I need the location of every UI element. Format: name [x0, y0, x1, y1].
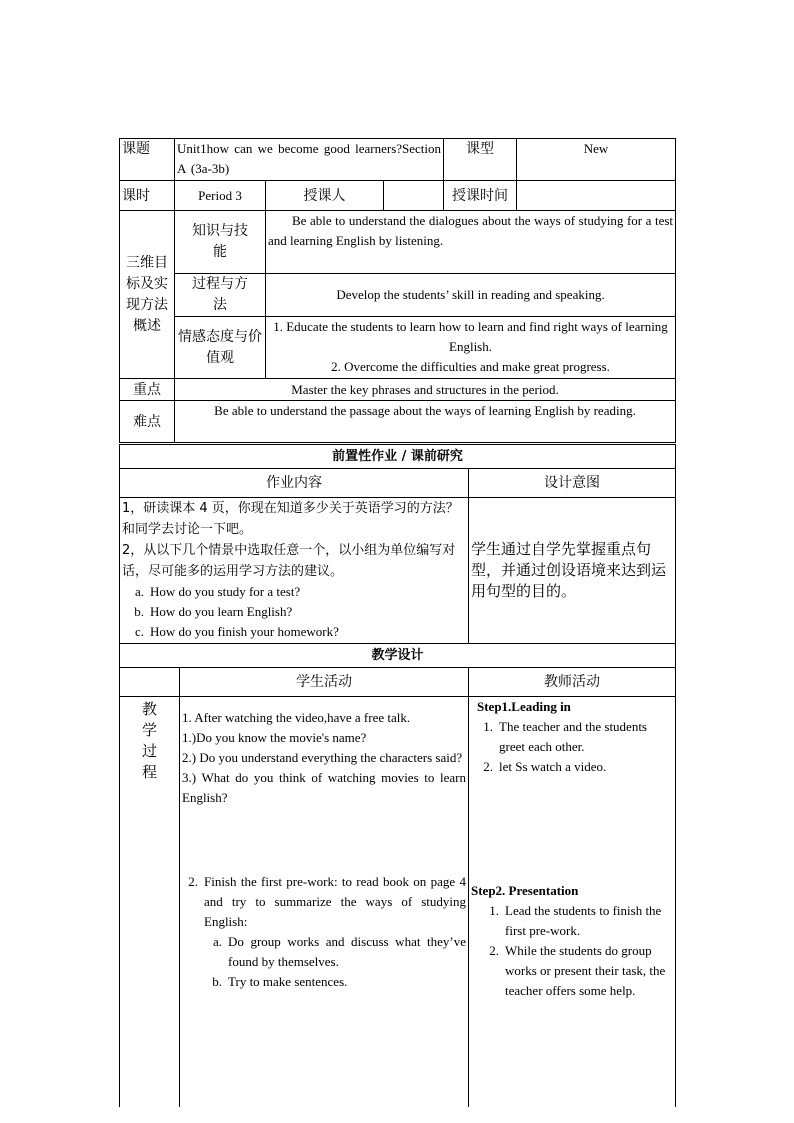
- prework-task-2: 2，从以下几个情景中选取任意一个，以小组为单位编写对话，尽可能多的运用学习方法的建议。: [122, 543, 456, 579]
- process-text: Develop the students’ skill in reading and speaking.: [266, 274, 676, 317]
- prework-table: [119, 444, 676, 644]
- student-activity-2: 2. Finish the first pre-work: to read book on page 4 and try to summarize the ways of studying English:: [188, 874, 466, 929]
- objectives-section-label: 三维目标及实现方法概述: [120, 211, 175, 379]
- teacher-label: 授课人: [266, 181, 384, 211]
- homework-content-cell: [120, 498, 469, 644]
- prework-title: 前置性作业 / 课前研究: [120, 445, 676, 469]
- emotion-item-1: 1. Educate the students to learn how to learn and find right ways of learning English.: [273, 319, 668, 354]
- teaching-design-table: [119, 643, 676, 1107]
- period-label: 课时: [120, 181, 175, 211]
- key-point-text: Master the key phrases and structures in the period.: [175, 379, 676, 401]
- step2-item: 2. While the students do group works or present their task, the teacher offers some help.: [489, 943, 666, 998]
- col-teacher-activity: 教师活动: [469, 668, 676, 697]
- student-activity-cell: [180, 697, 469, 1108]
- step1-item: 2. let Ss watch a video.: [483, 759, 607, 774]
- design-title: 教学设计: [120, 644, 676, 668]
- key-point-label: 重点: [120, 379, 175, 401]
- knowledge-text: Be able to understand the dialogues about the ways of studying for a test and learning English by listening.: [266, 211, 676, 274]
- student-question: 1.)Do you know the movie's name?: [182, 730, 367, 745]
- difficult-point-label: 难点: [120, 401, 175, 443]
- lesson-info-table: [119, 138, 676, 443]
- prework-option: b. How do you learn English?: [134, 604, 293, 619]
- step2-title: Step2. Presentation: [471, 883, 579, 898]
- teacher-value: [384, 181, 444, 211]
- student-question: 2.) Do you understand everything the characters said?: [182, 750, 463, 765]
- time-value: [517, 181, 676, 211]
- step1-item: 1. The teacher and the students greet each other.: [483, 719, 647, 754]
- student-subtask: b. Try to make sentences.: [212, 974, 348, 989]
- type-label: 课型: [444, 139, 517, 181]
- student-activity-intro: 1. After watching the video,have a free talk.: [182, 710, 411, 725]
- teacher-activity-cell: [469, 697, 676, 1108]
- knowledge-label: 知识与技能: [175, 211, 266, 274]
- student-subtask: a. Do group works and discuss what they’ve found by themselves.: [212, 934, 466, 969]
- col-design-intent: 设计意图: [469, 469, 676, 498]
- step1-title: Step1.Leading in: [477, 699, 571, 714]
- step2-item: 1. Lead the students to finish the first pre-work.: [489, 903, 662, 938]
- prework-option: c. How do you finish your homework?: [134, 624, 339, 639]
- period-value: Period 3: [175, 181, 266, 211]
- topic-label: 课题: [120, 139, 175, 181]
- topic-value: Unit1how can we become good learners?Section A (3a-3b): [175, 139, 444, 181]
- emotion-label: 情感态度与价值观: [175, 317, 266, 379]
- prework-task-1: 1，研读课本 4 页，你现在知道多少关于英语学习的方法？和同学去讨论一下吧。: [122, 501, 459, 537]
- design-intent-text: 学生通过自学先掌握重点句型，并通过创设语境来达到运用句型的目的。: [469, 498, 676, 644]
- time-label: 授课时间: [444, 181, 517, 211]
- emotion-item-2: 2. Overcome the difficulties and make great progress.: [331, 359, 610, 374]
- col-homework-content: 作业内容: [120, 469, 469, 498]
- header-blank-cell: [120, 668, 180, 697]
- student-question: 3.) What do you think of watching movies to learn English?: [182, 770, 466, 805]
- teaching-process-label: 教 学 过 程: [120, 697, 180, 1108]
- difficult-point-text: Be able to understand the passage about the ways of learning English by reading.: [175, 401, 676, 443]
- emotion-text: [266, 317, 676, 379]
- type-value: New: [517, 139, 676, 181]
- process-label: 过程与方法: [175, 274, 266, 317]
- col-student-activity: 学生活动: [180, 668, 469, 697]
- prework-option: a. How do you study for a test?: [134, 584, 301, 599]
